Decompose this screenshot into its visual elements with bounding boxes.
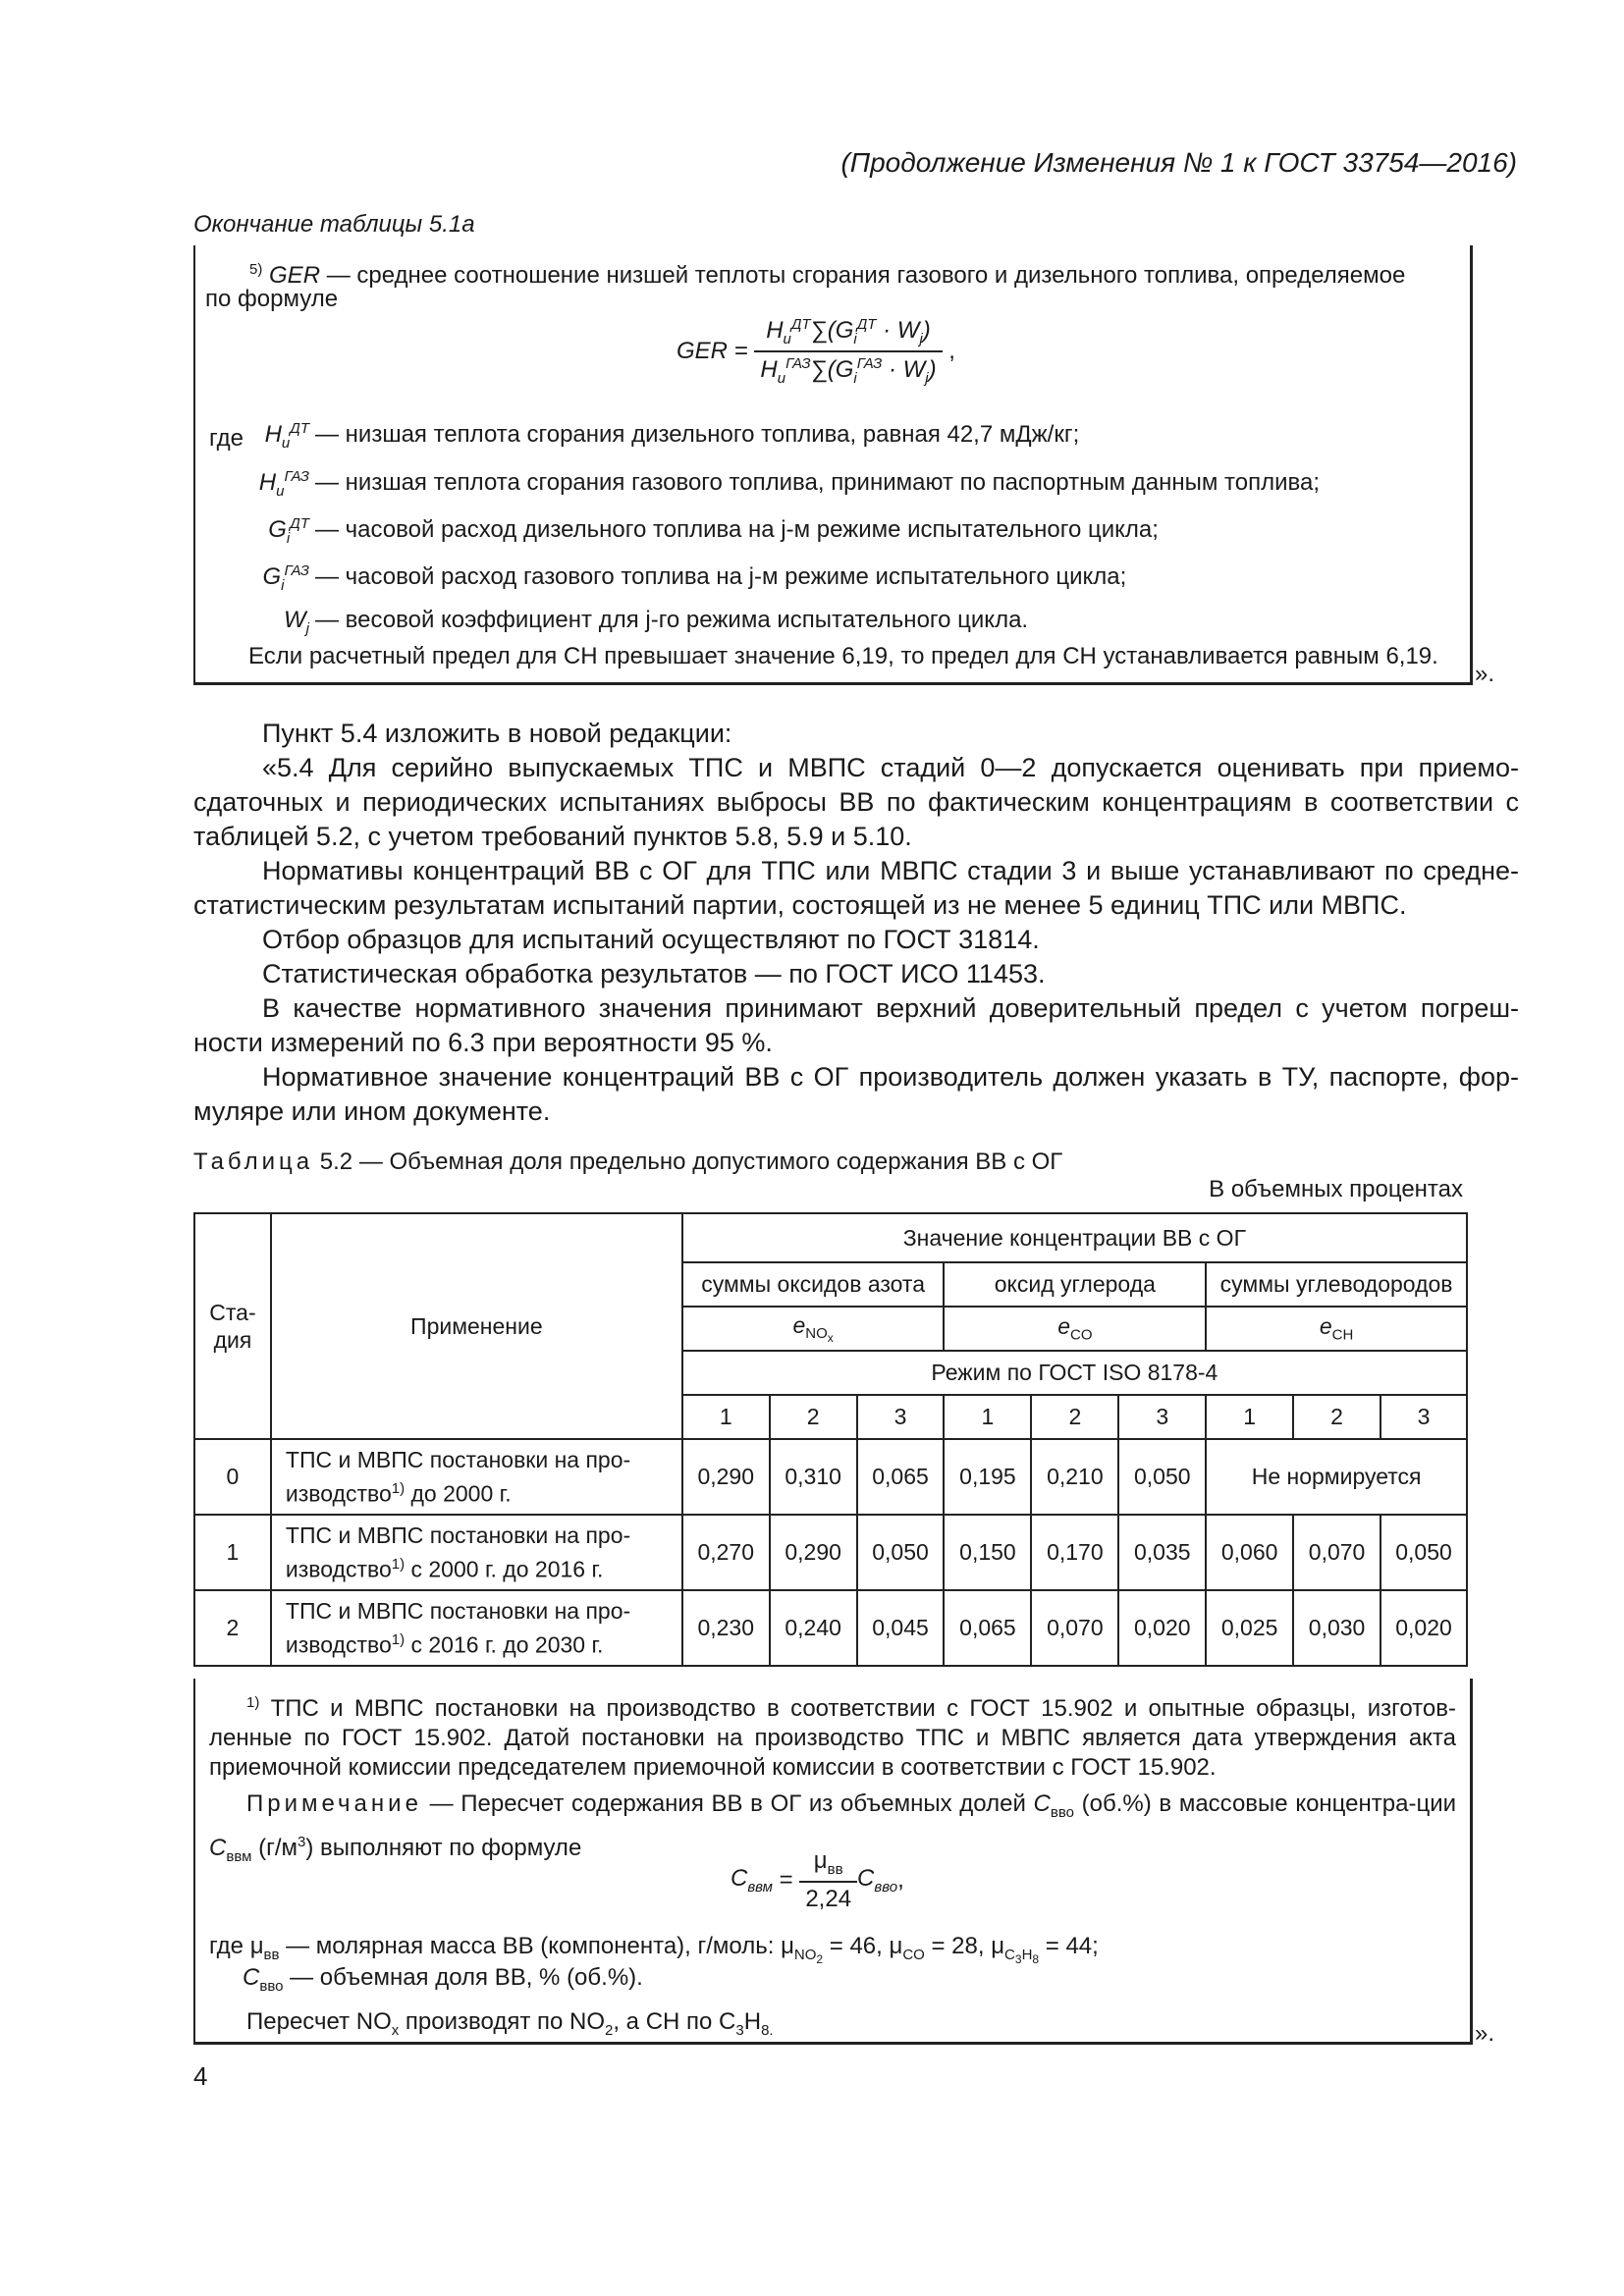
header-mode-cell: 1 <box>944 1395 1031 1439</box>
limit-text: Если расчетный предел для СН превышает значение 6,19, то предел для СН устанавливается равным 6,19. <box>248 643 1438 669</box>
header-sym-ch: $e_{CH}$ <box>1206 1307 1467 1351</box>
header-mode-cell: 1 <box>1206 1395 1293 1439</box>
recalc-note: Пересчет $NO_x$ производят по $NO_2$, а СН по $C_3H_{8.}$ <box>246 2008 774 2039</box>
header-stage: Ста-дия <box>194 1213 271 1439</box>
value-cell: 0,195 <box>944 1439 1031 1515</box>
header-mode-cell: 2 <box>1031 1395 1118 1439</box>
value-cell: 0,030 <box>1293 1590 1380 1666</box>
stage-cell: 2 <box>194 1590 271 1666</box>
header-group-co: оксид углерода <box>944 1262 1206 1307</box>
value-cell: 0,230 <box>682 1590 770 1666</box>
header-mode-cell: 3 <box>1118 1395 1206 1439</box>
header-mode-cell: 2 <box>1293 1395 1380 1439</box>
where-row-1: $H_u^{ГАЗ}$ — низшая теплота сгорания газового топлива, принимают по паспортным данным топлива; <box>258 468 1321 500</box>
value-cell: 0,310 <box>770 1439 857 1515</box>
header-mode-cell: 1 <box>682 1395 770 1439</box>
where-row-0: $H_u^{ДТ}$ — низшая теплота сгорания дизельного топлива, равная 42,7 мДж/кг; <box>264 420 1080 452</box>
footnote-mark: 5) <box>249 261 263 278</box>
value-cell: 0,050 <box>1380 1515 1467 1590</box>
table-units: В объемных процентах <box>1209 1176 1463 1202</box>
header-mode-cell: 3 <box>1380 1395 1467 1439</box>
table-52-title <box>193 1148 1062 1176</box>
application-cell: ТПС и МВПС постановки на про- изводство$^{1)}$ с 2016 г. до 2030 г. <box>271 1590 682 1666</box>
table-row <box>194 1439 1467 1515</box>
note-paragraph: Примечание — Пересчет содержания ВВ в ОГ из объемных долей $C_{вво}$ (об.%) в массовые концентра-ции $C_{ввм}$ $(г/м^3)$ выполняют по формуле <box>209 1790 1457 1865</box>
value-cell: 0,070 <box>1031 1590 1118 1666</box>
value-cell: 0,035 <box>1118 1515 1206 1590</box>
header-value: Значение концентрации ВВ с ОГ <box>682 1213 1467 1262</box>
table-52-notes <box>193 1679 1473 2045</box>
table-title-text: 5.2 — Объемная доля предельно допустимого содержания ВВ с ОГ <box>319 1148 1063 1175</box>
footnote-5-line2: по формуле <box>205 286 339 312</box>
header-sym-co: $e_{CO}$ <box>944 1307 1206 1351</box>
closing-quote-2: ». <box>1475 2020 1495 2047</box>
paragraph-1: «5.4 Для серийно выпускаемых ТПС и МВПС стадий 0—2 допускается оценивать при приемо-сдаточных и периодических испытаниях выбросы ВВ по фактическим концентрациям в соответствии с таблицей 5.2, с учетом требований пунктов 5.8, 5.9 и 5.10. <box>193 753 1519 851</box>
formula-denominator: $H_u^{ГАЗ}\sum(G_i^{ГАЗ} \cdot W_j)$ <box>760 354 937 387</box>
page-number: 4 <box>193 2061 208 2091</box>
header-mode-cell: 2 <box>770 1395 857 1439</box>
value-cell: 0,050 <box>1118 1439 1206 1515</box>
closing-quote-1: ». <box>1475 661 1495 687</box>
application-cell: ТПС и МВПС постановки на про- изводство$^{1)}$ с 2000 г. до 2016 г. <box>271 1515 682 1590</box>
header-group-nox: суммы оксидов азота <box>682 1262 945 1307</box>
value-cell: 0,170 <box>1031 1515 1118 1590</box>
header-sym-nox: $e_{NO_x}$ <box>682 1307 945 1351</box>
formula-lhs: GER = <box>677 337 748 364</box>
table-52 <box>193 1212 1468 1667</box>
value-cell: 0,210 <box>1031 1439 1118 1515</box>
header-mode: Режим по ГОСТ ISO 8178-4 <box>682 1351 1467 1395</box>
value-cell: 0,020 <box>1380 1590 1467 1666</box>
value-cell: 0,050 <box>857 1515 945 1590</box>
footnote-1: $^{1)}$ ТПС и МВПС постановки на производство в соответствии с ГОСТ 15.902 и опытные образцы, изготов-ленные по ГОСТ 15.902. Датой постановки на производство ТПС и МВПС является дата утверждения акта приемочной комиссии председателем приемочной комиссии в соответствии с ГОСТ 15.902. <box>209 1694 1456 1781</box>
paragraph-0: Пункт 5.4 изложить в новой редакции: <box>262 719 732 748</box>
value-cell: 0,020 <box>1118 1590 1206 1666</box>
ger-formula: GER = $\frac{H_u^{ДТ}\sum(G_i^{ДТ} \cdot W_j)}{H_u^{ГАЗ}\sum(G_i^{ГАЗ} \cdot W_j)}$ , <box>677 316 955 387</box>
header-group-ch: суммы углеводородов <box>1206 1262 1467 1307</box>
table-row <box>194 1590 1467 1666</box>
where-row-2: $G_i^{ДТ}$ — часовой расход дизельного топлива на j-м режиме испытательного цикла; <box>268 515 1159 547</box>
formula-numerator: $H_u^{ДТ}\sum(G_i^{ДТ} \cdot W_j)$ <box>754 316 942 352</box>
footnote-5-line1 <box>249 255 1405 291</box>
where-row-3: $G_i^{ГАЗ}$ — часовой расход газового топлива на j-м режиме испытательного цикла; <box>262 562 1127 594</box>
table-row <box>194 1515 1467 1590</box>
value-cell: 0,045 <box>857 1590 945 1666</box>
value-cell: 0,150 <box>944 1515 1031 1590</box>
paragraph-4: Статистическая обработка результатов — по ГОСТ ИСО 11453. <box>262 959 1046 988</box>
paragraph-2: Нормативы концентраций ВВ с ОГ для ТПС или МВПС стадии 3 и выше устанавливают по средне-статистическим результатам испытаний партии, состоящей из не менее 5 единиц ТПС или МВПС. <box>193 856 1519 920</box>
not-regulated-cell: Не нормируется <box>1206 1439 1467 1515</box>
value-cell: 0,290 <box>770 1515 857 1590</box>
ger-symbol: GER <box>269 262 321 289</box>
table-word: Таблица <box>193 1148 314 1175</box>
formula-fraction <box>754 316 942 387</box>
conversion-formula: $C_{ввм}$ = $\frac{\mu_{вв}}{2,24}$ $C_{вво}$, <box>731 1847 904 1912</box>
where-row-4: $W_j$ — весовой коэффициент для j-го режима испытательного цикла. <box>284 607 1029 637</box>
stage-cell: 1 <box>194 1515 271 1590</box>
where-molar-mass: где $\mu_{вв}$ — молярная масса ВВ (компонента), г/моль: $\mu_{NO_2} = 46$, $\mu_{CO} = 28$, $\mu_{C_3H_8} = 44$; <box>209 1933 1099 1966</box>
value-cell: 0,065 <box>857 1439 945 1515</box>
table-caption-51a: Окончание таблицы 5.1а <box>193 211 475 238</box>
value-cell: 0,060 <box>1206 1515 1293 1590</box>
value-cell: 0,070 <box>1293 1515 1380 1590</box>
header-application: Применение <box>271 1213 682 1439</box>
paragraph-5: В качестве нормативного значения принимают верхний доверительный предел с учетом погреш-ности измерений по 6.3 при вероятности 95 %. <box>193 993 1519 1057</box>
paragraph-6: Нормативное значение концентраций ВВ с ОГ производитель должен указать в ТУ, паспорте, фор-муляре или ином документе. <box>193 1062 1519 1126</box>
header-mode-cell: 3 <box>857 1395 945 1439</box>
footnote-5-text: — среднее соотношение низшей теплоты сгорания газового и дизельного топлива, определяемое <box>326 262 1406 289</box>
stage-cell: 0 <box>194 1439 271 1515</box>
page-header: (Продолжение Изменения № 1 к ГОСТ 33754—2016) <box>840 147 1517 178</box>
application-cell: ТПС и МВПС постановки на про- изводство$^{1)}$ до 2000 г. <box>271 1439 682 1515</box>
value-cell: 0,290 <box>682 1439 770 1515</box>
paragraph-3: Отбор образцов для испытаний осуществляют по ГОСТ 31814. <box>262 925 1040 954</box>
where-word: где <box>209 425 244 452</box>
value-cell: 0,240 <box>770 1590 857 1666</box>
value-cell: 0,065 <box>944 1590 1031 1666</box>
value-cell: 0,270 <box>682 1515 770 1590</box>
value-cell: 0,025 <box>1206 1590 1293 1666</box>
where-volume-fraction: $C_{вво}$ — объемная доля ВВ, % (об.%). <box>243 1964 643 1995</box>
